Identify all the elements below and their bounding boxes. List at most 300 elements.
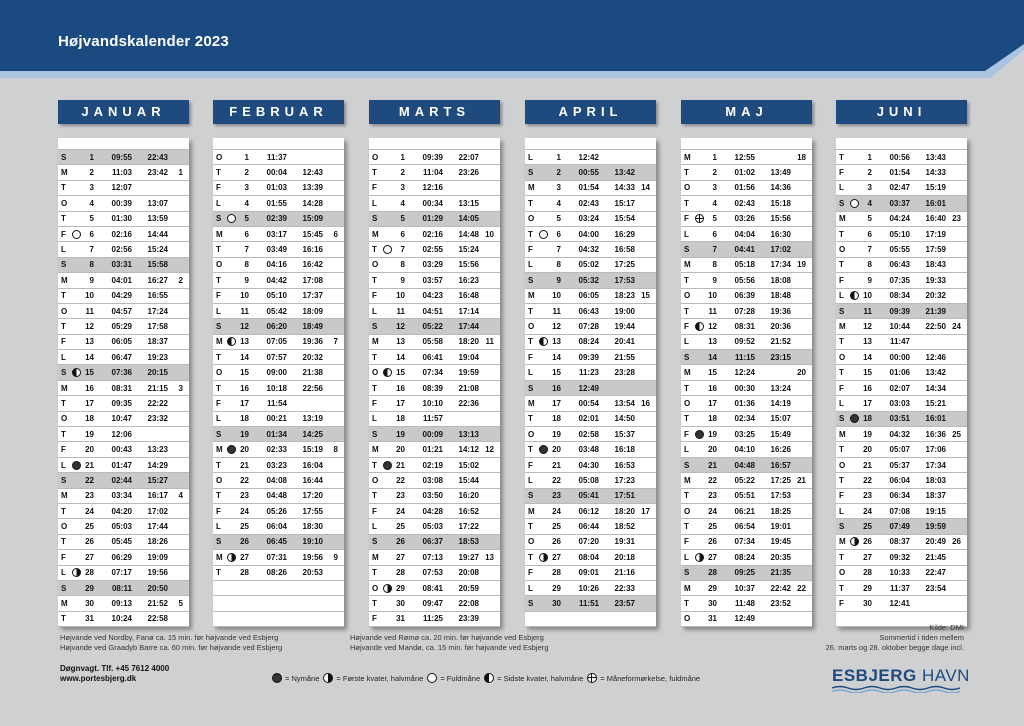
table-row (369, 473, 500, 488)
weekday-letter: O (61, 198, 68, 208)
weekday-letter: O (528, 321, 535, 331)
day-number: 3 (244, 183, 249, 193)
high-tide-1: 05:32 (578, 275, 599, 285)
month-column-januar (58, 100, 189, 627)
high-tide-1: 07:28 (734, 306, 755, 316)
table-row (369, 319, 500, 334)
weekday-letter: T (528, 198, 533, 208)
table-row (681, 458, 812, 473)
high-tide-1: 02:01 (578, 414, 599, 424)
weekday-letter: M (528, 398, 535, 408)
weekday-letter: T (528, 306, 533, 316)
day-number: 12 (85, 321, 94, 331)
table-row (681, 150, 812, 165)
table-row (213, 489, 344, 504)
weekday-letter: S (216, 537, 222, 547)
high-tide-2: 17:08 (302, 275, 323, 285)
weekday-letter: M (839, 214, 846, 224)
high-tide-2: 14:28 (302, 198, 323, 208)
weekday-letter: L (61, 352, 66, 362)
weekday-letter: L (528, 260, 533, 270)
weekday-letter: M (684, 260, 691, 270)
table-row (681, 273, 812, 288)
table-row (58, 242, 189, 257)
high-tide-1: 03:03 (889, 398, 910, 408)
high-tide-1: 03:24 (578, 214, 599, 224)
high-tide-2: 13:54 (614, 398, 635, 408)
week-number: 17 (641, 506, 650, 516)
weekday-letter: F (372, 506, 377, 516)
day-number: 27 (552, 552, 561, 562)
week-number: 3 (178, 383, 183, 393)
table-row (213, 458, 344, 473)
footer-note: Højvande ved Nordby, Fanø ca. 15 min. før højvande ved Esbjerg (60, 633, 279, 642)
high-tide-2: 22:08 (458, 599, 479, 609)
table-row (213, 365, 344, 380)
full-moon-icon (850, 199, 859, 208)
month-table (213, 138, 344, 627)
weekday-letter: T (528, 337, 533, 347)
table-row (836, 596, 967, 611)
weekday-letter: O (684, 614, 691, 624)
day-number: 8 (400, 260, 405, 270)
weekday-letter: O (216, 475, 223, 485)
full-moon-icon (72, 230, 81, 239)
high-tide-2: 13:19 (302, 414, 323, 424)
high-tide-2: 17:23 (614, 475, 635, 485)
legend-item (272, 673, 319, 683)
high-tide-2: 16:40 (925, 214, 946, 224)
day-number: 9 (867, 275, 872, 285)
weekday-letter: S (684, 460, 690, 470)
weekday-letter: T (839, 583, 844, 593)
day-number: 28 (240, 568, 249, 578)
day-number: 19 (552, 429, 561, 439)
weekday-letter: M (684, 475, 691, 485)
high-tide-1: 07:17 (111, 568, 132, 578)
weekday-letter: T (839, 337, 844, 347)
table-row (369, 289, 500, 304)
table-row (369, 196, 500, 211)
table-row (681, 165, 812, 180)
high-tide-1: 09:39 (578, 352, 599, 362)
weekday-letter: F (839, 168, 844, 178)
high-tide-2: 17:22 (458, 522, 479, 532)
high-tide-1: 12:42 (578, 152, 599, 162)
high-tide-1: 03:48 (578, 445, 599, 455)
day-number: 7 (244, 245, 249, 255)
high-tide-2: 16:30 (770, 229, 791, 239)
table-row (213, 304, 344, 319)
new-moon-icon (695, 430, 704, 439)
weekday-letter: F (839, 383, 844, 393)
high-tide-1: 01:29 (422, 214, 443, 224)
high-tide-1: 10:47 (111, 414, 132, 424)
high-tide-1: 10:24 (111, 614, 132, 624)
last-quarter-icon (850, 291, 859, 300)
table-row (681, 566, 812, 581)
footer-left (60, 633, 282, 653)
footer-middle (350, 633, 548, 653)
table-row (681, 350, 812, 365)
table-row (681, 581, 812, 596)
moon-phase-legend (272, 673, 704, 683)
high-tide-1: 01:54 (889, 168, 910, 178)
month-column-marts (369, 100, 500, 627)
table-row (525, 242, 656, 257)
day-number: 27 (85, 552, 94, 562)
weekday-letter: M (839, 429, 846, 439)
table-row (836, 150, 967, 165)
table-row (836, 165, 967, 180)
full-moon-icon (539, 230, 548, 239)
week-number: 23 (952, 214, 961, 224)
high-tide-1: 07:57 (266, 352, 287, 362)
weekday-letter: T (684, 522, 689, 532)
weekday-letter: T (528, 414, 533, 424)
weekday-letter: S (216, 321, 222, 331)
day-number: 1 (89, 152, 94, 162)
high-tide-2: 16:23 (458, 275, 479, 285)
day-number: 8 (89, 260, 94, 270)
high-tide-1: 02:43 (578, 198, 599, 208)
weekday-letter: F (528, 568, 533, 578)
high-tide-1: 11:23 (578, 368, 599, 378)
high-tide-1: 03:37 (889, 198, 910, 208)
week-number: 20 (797, 368, 806, 378)
footer-contact (60, 664, 169, 684)
day-number: 23 (863, 491, 872, 501)
table-row (213, 258, 344, 273)
weekday-letter: T (216, 568, 221, 578)
high-tide-1: 05:03 (422, 522, 443, 532)
high-tide-1: 06:47 (111, 352, 132, 362)
high-tide-1: 11:15 (734, 352, 755, 362)
high-tide-2: 17:34 (770, 260, 791, 270)
table-row (836, 350, 967, 365)
weekday-letter: F (61, 552, 66, 562)
table-row (213, 566, 344, 581)
table-row (681, 396, 812, 411)
month-header: MARTS (369, 100, 500, 124)
high-tide-2: 16:48 (458, 291, 479, 301)
moon-phase-cell (225, 214, 237, 223)
table-row (525, 212, 656, 227)
table-row (525, 273, 656, 288)
weekday-letter: M (61, 599, 68, 609)
high-tide-1: 02:07 (889, 383, 910, 393)
high-tide-2: 17:25 (614, 260, 635, 270)
week-number: 21 (797, 475, 806, 485)
table-row (58, 566, 189, 581)
high-tide-2: 14:05 (458, 214, 479, 224)
weekday-letter: T (372, 245, 377, 255)
high-tide-1: 06:43 (578, 306, 599, 316)
weekday-letter: M (61, 168, 68, 178)
table-row (369, 442, 500, 457)
high-tide-1: 01:30 (111, 214, 132, 224)
high-tide-2: 20:50 (147, 583, 168, 593)
high-tide-2: 15:19 (302, 445, 323, 455)
source-note: Kilde: DMI (929, 623, 964, 632)
weekday-letter: T (61, 214, 66, 224)
high-tide-1: 04:01 (111, 275, 132, 285)
month-column-maj (681, 100, 812, 627)
moon-phase-cell (381, 584, 393, 593)
weekday-letter: S (372, 429, 378, 439)
weekday-letter: L (684, 229, 689, 239)
week-number: 9 (333, 552, 338, 562)
weekday-letter: F (684, 214, 689, 224)
day-number: 8 (556, 260, 561, 270)
day-number: 21 (240, 460, 249, 470)
table-row (681, 550, 812, 565)
weekday-letter: O (528, 214, 535, 224)
high-tide-1: 12:16 (422, 183, 443, 193)
high-tide-1: 04:29 (111, 291, 132, 301)
high-tide-1: 07:49 (889, 522, 910, 532)
new-moon-icon (72, 461, 81, 470)
high-tide-1: 04:28 (422, 506, 443, 516)
high-tide-1: 03:26 (734, 214, 755, 224)
weekday-letter: O (61, 306, 68, 316)
high-tide-1: 04:24 (889, 214, 910, 224)
weekday-letter: O (216, 152, 223, 162)
high-tide-2: 18:53 (458, 537, 479, 547)
high-tide-2: 23:32 (147, 414, 168, 424)
high-tide-2: 13:42 (614, 168, 635, 178)
week-number: 22 (797, 583, 806, 593)
high-tide-2: 20:36 (770, 321, 791, 331)
weekday-letter: S (372, 321, 378, 331)
day-number: 21 (552, 460, 561, 470)
table-row (681, 227, 812, 242)
high-tide-1: 11:54 (266, 398, 287, 408)
week-number: 26 (952, 537, 961, 547)
high-tide-2: 19:00 (614, 306, 635, 316)
table-row (681, 335, 812, 350)
table-row (525, 596, 656, 611)
high-tide-2: 16:36 (925, 429, 946, 439)
table-row (525, 519, 656, 534)
high-tide-2: 18:23 (614, 291, 635, 301)
table-row (369, 550, 500, 565)
high-tide-2: 15:24 (147, 245, 168, 255)
high-tide-1: 03:17 (266, 229, 287, 239)
weekday-letter: T (61, 398, 66, 408)
high-tide-2: 16:42 (302, 260, 323, 270)
high-tide-1: 02:56 (111, 245, 132, 255)
day-number: 18 (708, 414, 717, 424)
weekday-letter: S (839, 522, 845, 532)
high-tide-1: 04:23 (422, 291, 443, 301)
table-row (369, 273, 500, 288)
high-tide-1: 00:56 (889, 152, 910, 162)
high-tide-2: 17:53 (614, 275, 635, 285)
table-row (213, 273, 344, 288)
high-tide-2: 14:12 (458, 445, 479, 455)
weekday-letter: T (684, 414, 689, 424)
last-quarter-icon (484, 673, 494, 683)
high-tide-1: 00:04 (266, 168, 287, 178)
table-row (836, 258, 967, 273)
table-row (213, 165, 344, 180)
table-row (369, 227, 500, 242)
legend-item (427, 673, 480, 683)
table-row (58, 550, 189, 565)
weekday-letter: O (684, 506, 691, 516)
footer-right (826, 623, 964, 653)
weekday-letter: F (839, 599, 844, 609)
table-row (525, 196, 656, 211)
table-row (213, 196, 344, 211)
high-tide-1: 08:41 (422, 583, 443, 593)
weekday-letter: F (61, 229, 66, 239)
high-tide-1: 08:37 (889, 537, 910, 547)
last-quarter-icon (227, 337, 236, 346)
high-tide-2: 17:06 (925, 445, 946, 455)
day-number: 26 (396, 537, 405, 547)
high-tide-2: 22:50 (925, 321, 946, 331)
day-number: 21 (396, 460, 405, 470)
high-tide-2: 16:58 (614, 245, 635, 255)
weekday-letter: M (61, 383, 68, 393)
weekday-letter: T (216, 460, 221, 470)
high-tide-1: 05:41 (578, 491, 599, 501)
high-tide-2: 17:44 (458, 321, 479, 331)
day-number: 16 (552, 383, 561, 393)
high-tide-2: 18:26 (147, 537, 168, 547)
day-number: 8 (712, 260, 717, 270)
day-number: 6 (867, 229, 872, 239)
table-row (836, 365, 967, 380)
high-tide-1: 03:50 (422, 491, 443, 501)
weekday-letter: F (61, 337, 66, 347)
website-link[interactable]: www.portesbjerg.dk (60, 674, 137, 683)
day-number: 31 (85, 614, 94, 624)
high-tide-1: 04:48 (266, 491, 287, 501)
table-row (525, 504, 656, 519)
weekday-letter: L (684, 552, 689, 562)
weekday-letter: T (839, 229, 844, 239)
day-number: 3 (400, 183, 405, 193)
high-tide-2: 19:27 (458, 552, 479, 562)
table-row (836, 289, 967, 304)
logo-word-esbjerg: ESBJERG (832, 666, 917, 685)
day-number: 16 (85, 383, 94, 393)
weekday-letter: F (216, 183, 221, 193)
high-tide-1: 08:04 (578, 552, 599, 562)
day-number: 1 (400, 152, 405, 162)
day-number: 5 (556, 214, 561, 224)
day-number: 15 (552, 368, 561, 378)
weekday-letter: T (216, 383, 221, 393)
high-tide-1: 06:12 (578, 506, 599, 516)
high-tide-1: 02:43 (734, 198, 755, 208)
high-tide-1: 02:55 (422, 245, 443, 255)
high-tide-2: 19:45 (770, 537, 791, 547)
day-number: 22 (85, 475, 94, 485)
table-row (58, 519, 189, 534)
table-row (58, 227, 189, 242)
table-row (681, 289, 812, 304)
weekday-letter: S (61, 475, 67, 485)
week-number: 10 (485, 229, 494, 239)
high-tide-1: 05:02 (578, 260, 599, 270)
day-number: 17 (240, 398, 249, 408)
table-row (369, 212, 500, 227)
high-tide-2: 19:01 (770, 522, 791, 532)
day-number: 10 (396, 291, 405, 301)
table-row (525, 550, 656, 565)
day-number: 30 (708, 599, 717, 609)
weekday-letter: T (528, 229, 533, 239)
high-tide-1: 12:07 (111, 183, 132, 193)
high-tide-2: 15:58 (147, 260, 168, 270)
table-row (525, 165, 656, 180)
table-row (369, 412, 500, 427)
table-row (369, 335, 500, 350)
weekday-letter: T (61, 291, 66, 301)
phone-number: Døgnvagt. Tlf. +45 7612 4000 (60, 664, 170, 673)
high-tide-1: 03:49 (266, 245, 287, 255)
table-row (836, 566, 967, 581)
table-row (681, 412, 812, 427)
moon-phase-cell (537, 337, 549, 346)
high-tide-2: 17:55 (302, 506, 323, 516)
day-number: 11 (863, 306, 872, 316)
high-tide-2: 16:55 (147, 291, 168, 301)
high-tide-1: 05:51 (734, 491, 755, 501)
table-row (58, 612, 189, 627)
table-row (58, 196, 189, 211)
table-row (369, 458, 500, 473)
weekday-letter: T (684, 306, 689, 316)
moon-phase-cell (693, 322, 705, 331)
weekday-letter: S (839, 306, 845, 316)
high-tide-1: 02:44 (111, 475, 132, 485)
day-number: 26 (85, 537, 94, 547)
weekday-letter: M (839, 321, 846, 331)
day-number: 7 (556, 245, 561, 255)
high-tide-2: 13:23 (147, 445, 168, 455)
weekday-letter: T (61, 537, 66, 547)
day-number: 4 (556, 198, 561, 208)
table-row (369, 612, 500, 627)
day-number: 20 (552, 445, 561, 455)
day-number: 14 (85, 352, 94, 362)
high-tide-1: 04:51 (422, 306, 443, 316)
week-number: 2 (178, 275, 183, 285)
high-tide-1: 01:21 (422, 445, 443, 455)
high-tide-2: 17:37 (302, 291, 323, 301)
table-row (525, 396, 656, 411)
high-tide-1: 06:41 (422, 352, 443, 362)
day-number: 5 (867, 214, 872, 224)
month-header: APRIL (525, 100, 656, 124)
weekday-letter: O (372, 583, 379, 593)
high-tide-2: 22:58 (147, 614, 168, 624)
day-number: 1 (712, 152, 717, 162)
table-row (836, 242, 967, 257)
table-row (58, 442, 189, 457)
high-tide-2: 20:35 (770, 552, 791, 562)
high-tide-1: 08:11 (111, 583, 132, 593)
weekday-letter: F (839, 275, 844, 285)
weekday-letter: F (528, 352, 533, 362)
footer-note: Højvande ved Mandø, ca. 15 min. før højvande ved Esbjerg (350, 643, 549, 652)
table-row (836, 550, 967, 565)
